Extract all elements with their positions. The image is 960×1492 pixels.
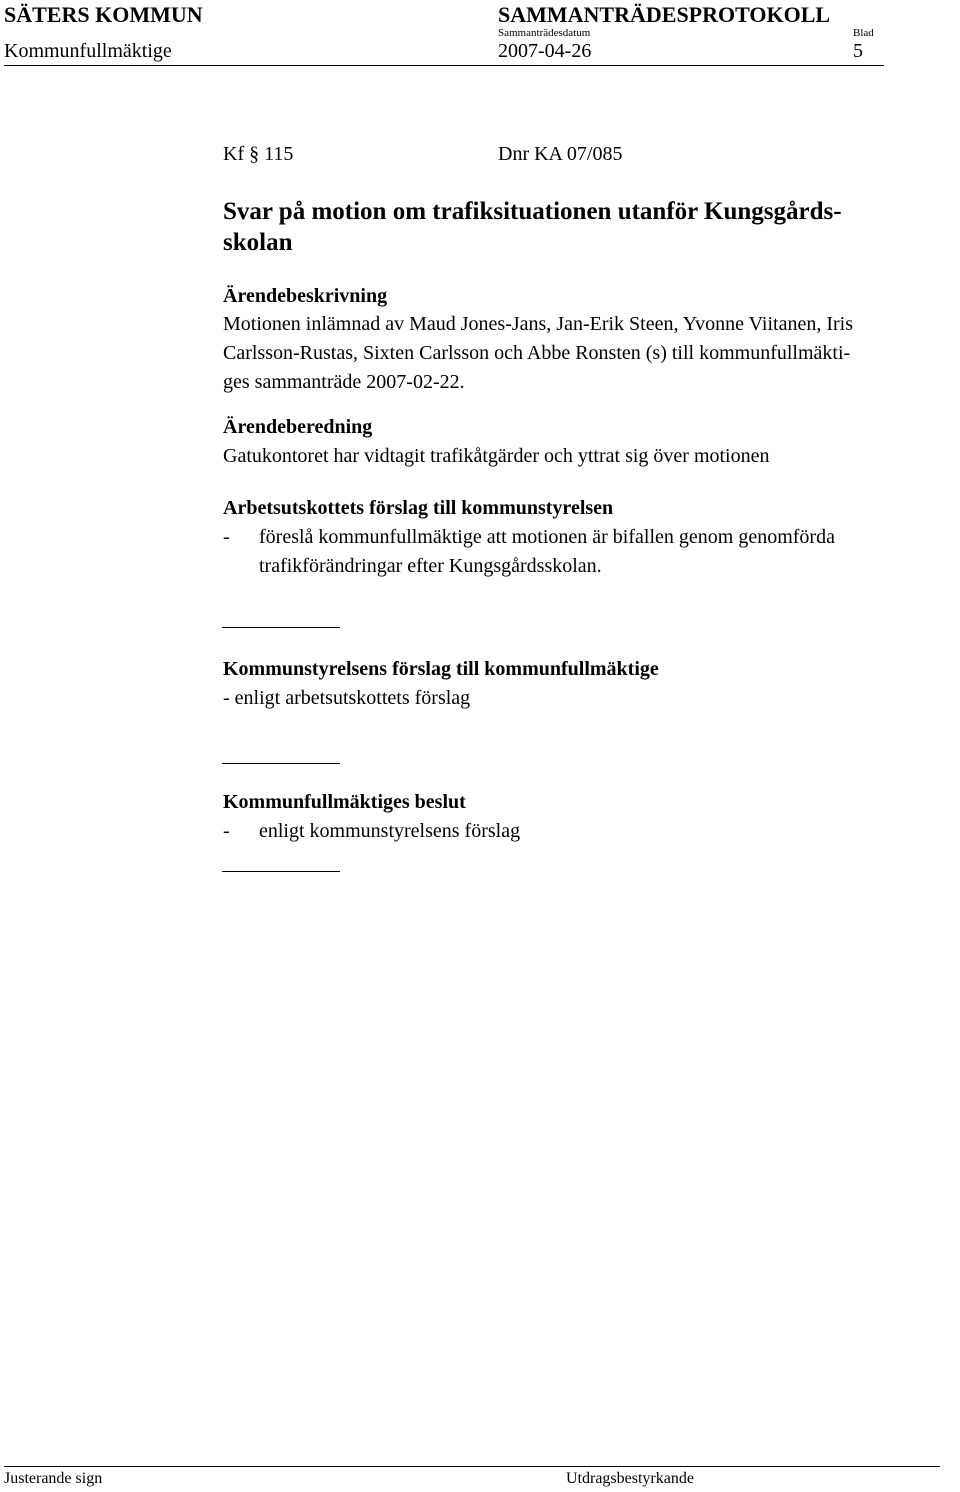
beskrivning-text xyxy=(223,310,853,397)
beskrivning-line: Motionen inlämnad av Maud Jones-Jans, Jan-Erik Steen, Yvonne Viitanen, Iris xyxy=(223,313,854,335)
header-divider xyxy=(4,65,884,66)
kf-heading: Kommunfullmäktiges beslut xyxy=(223,791,466,813)
section-divider xyxy=(222,763,340,764)
date-label: Sammanträdesdatum xyxy=(498,27,591,39)
footer-justerande: Justerande sign xyxy=(4,1470,103,1487)
au-dash: - xyxy=(223,526,230,548)
beredning-text: Gatukontoret har vidtagit trafikåtgärder och yttrat sig över motionen xyxy=(223,445,770,467)
au-line xyxy=(223,523,835,552)
page-label: Blad xyxy=(853,27,874,39)
case-title xyxy=(223,196,923,258)
footer-divider xyxy=(4,1466,940,1467)
kf-decision xyxy=(223,817,520,846)
document-type: SAMMANTRÄDESPROTOKOLL xyxy=(498,2,831,27)
kf-dash: - xyxy=(223,820,230,842)
section-divider xyxy=(222,627,340,628)
beskrivning-heading: Ärendebeskrivning xyxy=(223,285,388,307)
case-title-line2: skolan xyxy=(223,229,293,256)
section-divider xyxy=(222,871,340,872)
ks-text: - enligt arbetsutskottets förslag xyxy=(223,687,471,709)
ks-heading: Kommunstyrelsens förslag till kommunfullmäktige xyxy=(223,658,659,680)
au-heading: Arbetsutskottets förslag till kommunstyrelsen xyxy=(223,497,614,519)
org-name: SÄTERS KOMMUN xyxy=(4,2,203,27)
body-name: Kommunfullmäktige xyxy=(4,40,172,62)
beskrivning-line: Carlsson-Rustas, Sixten Carlsson och Abbe Ronsten (s) till kommunfullmäkti- xyxy=(223,342,851,364)
au-line-text: föreslå kommunfullmäktige att motionen är bifallen genom genomförda xyxy=(259,526,835,548)
beredning-heading: Ärendeberedning xyxy=(223,416,373,438)
meeting-date: 2007-04-26 xyxy=(498,40,592,62)
au-line: trafikförändringar efter Kungsgårdsskolan. xyxy=(259,555,602,577)
kf-text: enligt kommunstyrelsens förslag xyxy=(259,820,521,842)
footer-utdrag: Utdragsbestyrkande xyxy=(566,1470,694,1487)
beskrivning-line: ges sammanträde 2007-02-22. xyxy=(223,371,465,393)
case-number: Kf § 115 xyxy=(223,143,294,165)
case-dnr: Dnr KA 07/085 xyxy=(498,143,623,165)
au-proposal xyxy=(223,523,835,581)
page-number: 5 xyxy=(853,40,863,62)
case-title-line1: Svar på motion om trafiksituationen utanför Kungsgårds- xyxy=(223,198,842,225)
